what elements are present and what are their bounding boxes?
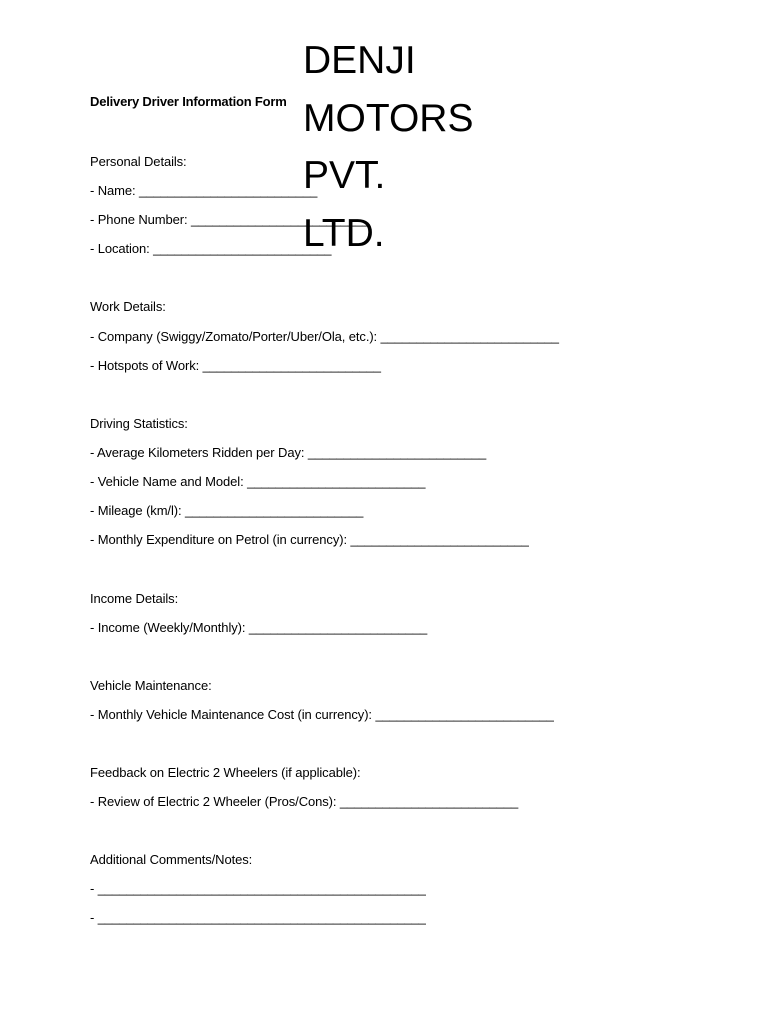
vehicle-name-field: - Vehicle Name and Model: _________________________ (90, 474, 426, 489)
feedback-heading: Feedback on Electric 2 Wheelers (if applicable): (90, 765, 361, 780)
company-field: - Company (Swiggy/Zomato/Porter/Uber/Ola, etc.): _________________________ (90, 329, 559, 344)
company-name-line-2: MOTORS (303, 96, 474, 140)
name-field: - Name: _________________________ (90, 183, 318, 198)
hotspots-field: - Hotspots of Work: _________________________ (90, 358, 381, 373)
electric-review-field: - Review of Electric 2 Wheeler (Pros/Cons): _________________________ (90, 794, 519, 809)
company-name-line-4: LTD. (303, 211, 385, 255)
personal-details-heading: Personal Details: (90, 154, 187, 169)
phone-number-field: - Phone Number: _________________________ (90, 212, 370, 227)
maintenance-cost-field: - Monthly Vehicle Maintenance Cost (in currency): _________________________ (90, 707, 554, 722)
petrol-expenditure-field: - Monthly Expenditure on Petrol (in currency): _________________________ (90, 532, 529, 547)
company-name-line-3: PVT. (303, 154, 386, 197)
company-name-line-1: DENJI (303, 39, 416, 82)
work-details-heading: Work Details: (90, 299, 166, 314)
income-details-heading: Income Details: (90, 591, 179, 606)
driving-statistics-heading: Driving Statistics: (90, 416, 188, 431)
form-title: Delivery Driver Information Form (90, 94, 287, 109)
comment-line-2: - ______________________________________________ (90, 910, 426, 925)
income-field: - Income (Weekly/Monthly): _________________________ (90, 620, 428, 635)
additional-comments-heading: Additional Comments/Notes: (90, 852, 253, 867)
vehicle-maintenance-heading: Vehicle Maintenance: (90, 678, 212, 693)
mileage-field: - Mileage (km/l): _________________________ (90, 503, 364, 518)
comment-line-1: - ______________________________________________ (90, 881, 426, 896)
location-field: - Location: _________________________ (90, 241, 332, 256)
average-km-field: - Average Kilometers Ridden per Day: _________________________ (90, 445, 487, 460)
